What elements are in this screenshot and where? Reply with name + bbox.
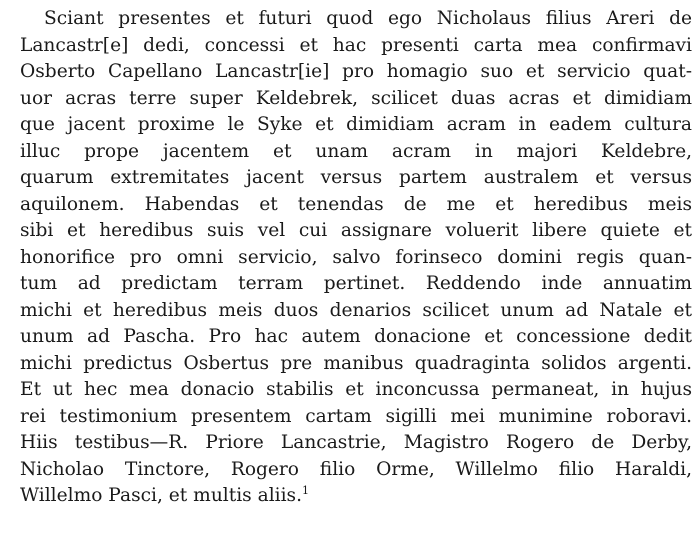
text-line: que jacent proxime le Syke et dimidiam acram in eadem cultura	[20, 114, 692, 135]
text-line: uor acras terre super Keldebrek, scilicet duas acras et dimidiam	[20, 87, 692, 109]
text-line: michi predictus Osbertus pre manibus quadraginta solidos argenti.	[20, 352, 692, 374]
charter-text	[20, 6, 692, 510]
text-line: Nicholao Tinctore, Rogero filio Orme, Willelmo filio Haraldi,	[20, 458, 692, 480]
text-line: Lancastr[e] dedi, concessi et hac presenti carta mea confirmavi	[20, 34, 692, 56]
text-line: Sciant presentes et futuri quod ego Nicholaus filius Areri de	[44, 8, 692, 29]
text-line: tum ad predictam terram pertinet. Reddendo inde annuatim	[20, 273, 692, 294]
text-line: quarum extremitates jacent versus partem australem et versus	[20, 167, 692, 188]
text-line: Et ut hec mea donacio stabilis et inconcussa permaneat, in hujus	[20, 379, 692, 400]
text-line: michi et heredibus meis duos denarios scilicet unum ad Natale et	[20, 299, 692, 321]
text-line: honorifice pro omni servicio, salvo forinseco domini regis quan-	[20, 246, 692, 268]
text-line: illuc prope jacentem et unam acram in majori Keldebre,	[20, 140, 692, 162]
footnote-marker: 1	[301, 484, 309, 497]
text-line: Hiis testibus—R. Priore Lancastrie, Magistro Rogero de Derby,	[20, 432, 692, 453]
text-line-last	[20, 483, 692, 510]
text-line: rei testimonium presentem cartam sigilli mei munimine roboravi.	[20, 405, 692, 427]
text-line: unum ad Pascha. Pro hac autem donacione et concessione dedit	[20, 326, 692, 347]
text-line: Willelmo Pasci, et multis aliis.	[20, 485, 302, 506]
text-line: sibi et heredibus suis vel cui assignare voluerit libere quiete et	[20, 220, 692, 241]
text-line: Osberto Capellano Lancastr[ie] pro homagio suo et servicio quat-	[20, 61, 692, 82]
text-line: aquilonem. Habendas et tenendas de me et heredibus meis	[20, 193, 692, 215]
